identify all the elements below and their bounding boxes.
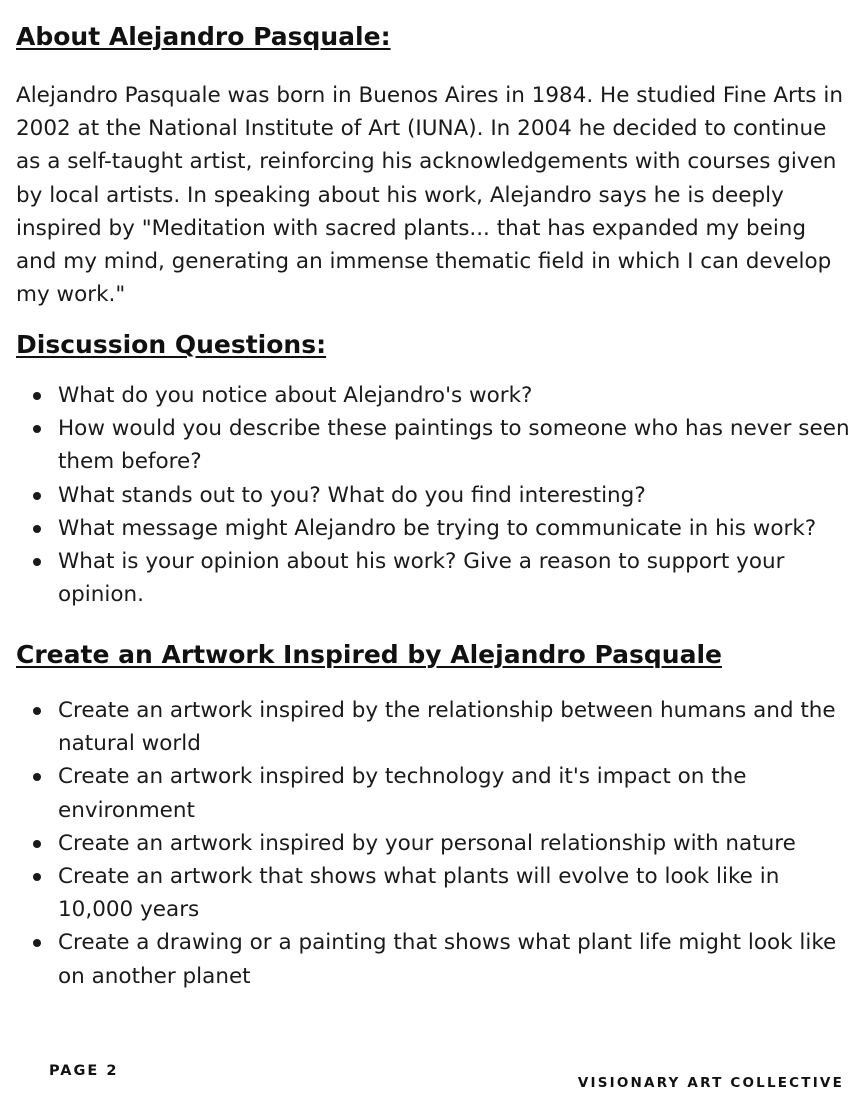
list-item-text: How would you describe these paintings to someone who has never seen them before? <box>58 416 850 475</box>
bullet-icon <box>33 840 41 848</box>
list-item-text: Create an artwork inspired by your personal relationship with nature <box>58 830 796 856</box>
list-item <box>0 512 850 545</box>
bullet-icon <box>33 707 41 715</box>
list-item-text: Create an artwork inspired by the relationship between humans and the natural world <box>58 698 836 757</box>
about-paragraph: Alejandro Pasquale was born in Buenos Aires in 1984. He studied Fine Arts in 2002 at the National Institute of Art (IUNA). In 2004 he decided to continue as a self-taught artist, reinforcing his acknowledgements with courses given by local artists. In speaking about his work, Alejandro says he is deeply inspired by "Meditation with sacred plants... that has expanded my being and my mind, generating an immense thematic field in which I can develop my work." <box>16 83 843 308</box>
list-item <box>0 926 850 992</box>
bullet-icon <box>33 392 41 400</box>
list-item-text: What message might Alejandro be trying to communicate in his work? <box>58 515 817 541</box>
bullet-icon <box>33 939 41 947</box>
bullet-icon <box>33 773 41 781</box>
list-item-text: What do you notice about Alejandro's work? <box>58 383 533 408</box>
page-number: PAGE 2 <box>49 1063 119 1079</box>
bullet-icon <box>33 558 41 566</box>
list-item <box>0 694 850 760</box>
list-item <box>0 479 850 512</box>
list-item-text: Create an artwork inspired by technology and it's impact on the environment <box>58 764 747 823</box>
bullet-icon <box>33 492 41 500</box>
list-item <box>0 760 850 826</box>
list-item <box>0 412 850 478</box>
about-heading: About Alejandro Pasquale: <box>16 22 391 51</box>
list-item <box>0 379 850 412</box>
list-item-text: Create a drawing or a painting that shows what plant life might look like on another planet <box>58 930 837 989</box>
discussion-questions-list <box>0 379 850 611</box>
bullet-icon <box>33 525 41 533</box>
list-item-text: Create an artwork that shows what plants will evolve to look like in 10,000 years <box>58 864 780 923</box>
list-item-text: What is your opinion about his work? Give a reason to support your opinion. <box>58 549 785 608</box>
create-artwork-heading: Create an Artwork Inspired by Alejandro Pasquale <box>16 640 722 669</box>
bullet-icon <box>33 873 41 881</box>
list-item <box>0 827 850 860</box>
list-item-text: What stands out to you? What do you find interesting? <box>58 482 646 508</box>
brand-footer: VISIONARY ART COLLECTIVE <box>577 1075 844 1091</box>
list-item <box>0 860 850 926</box>
list-item <box>0 545 850 611</box>
create-artwork-list <box>0 694 850 993</box>
discussion-heading: Discussion Questions: <box>16 330 327 359</box>
bullet-icon <box>33 425 41 433</box>
